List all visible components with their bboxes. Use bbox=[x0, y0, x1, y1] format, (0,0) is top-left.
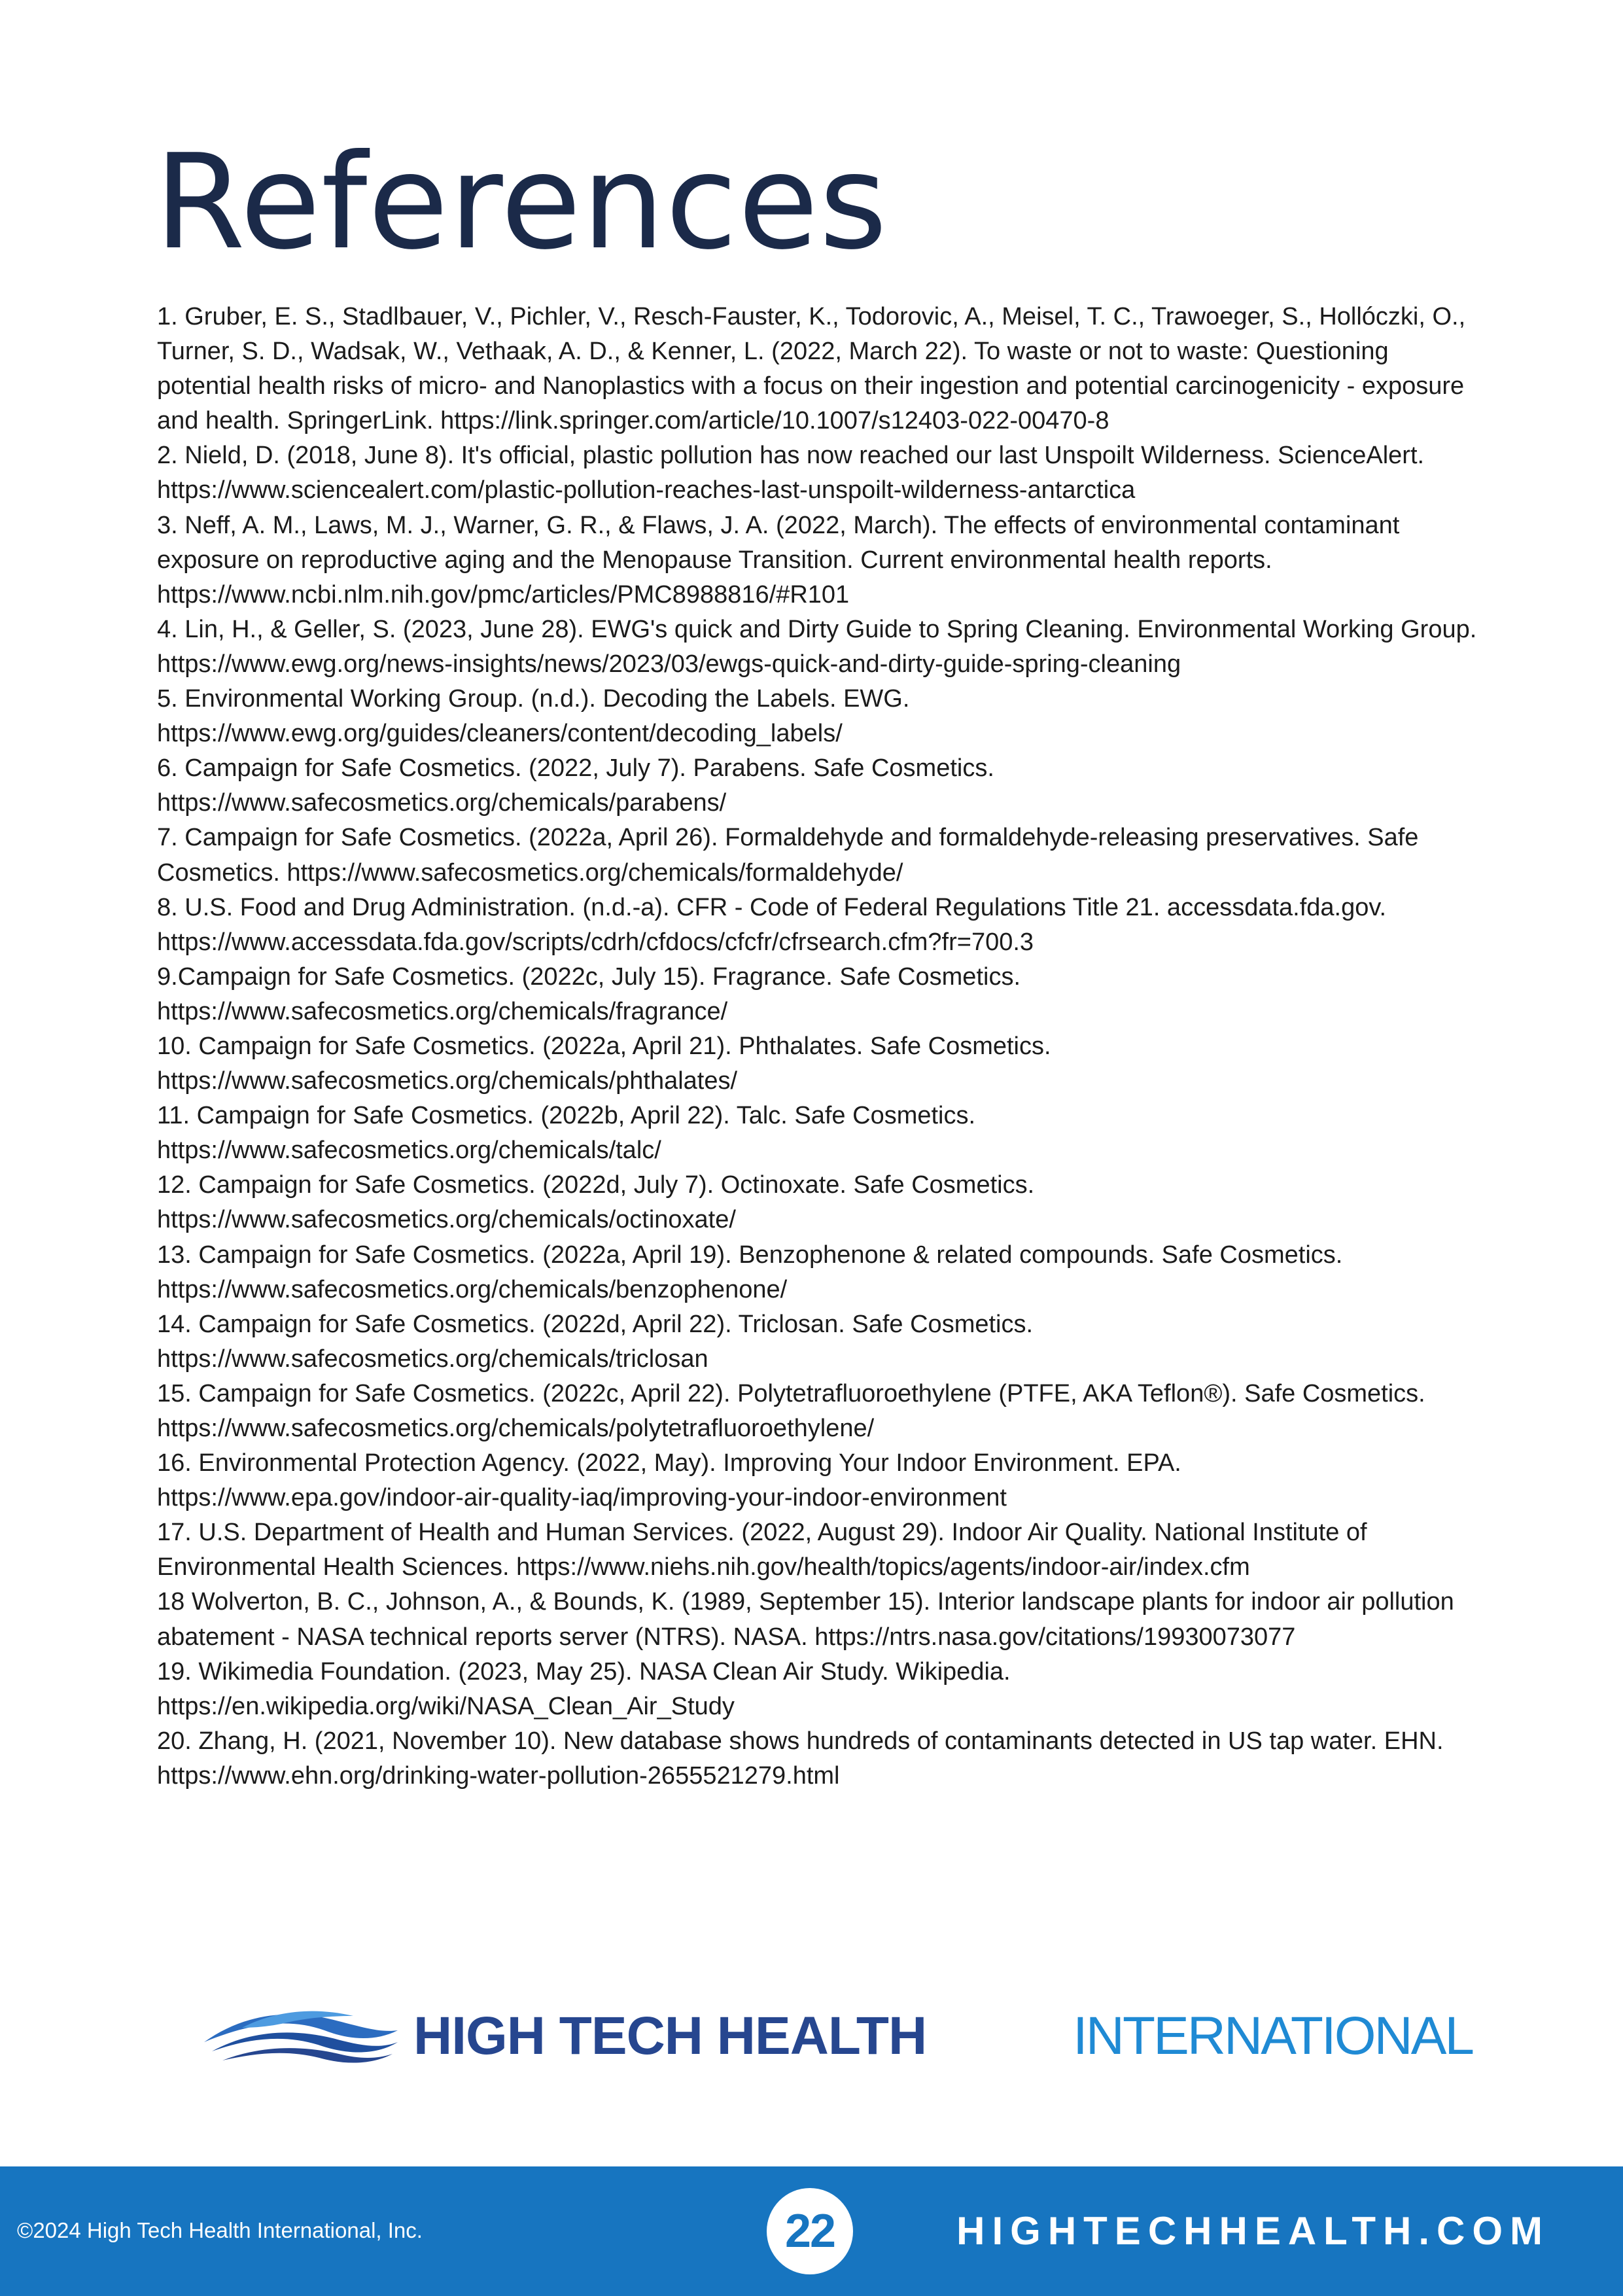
reference-item: 16. Environmental Protection Agency. (2022, May). Improving Your Indoor Environment. EPA. https://www.epa.gov/indoor-air-quality-iaq/improving-your-indoor-environment bbox=[157, 1449, 1181, 1512]
reference-item: 13. Campaign for Safe Cosmetics. (2022a, April 19). Benzophenone & related compounds. Safe Cosmetics. https://www.safecosmetics.org/chemicals/benzophenone/ bbox=[157, 1241, 1343, 1303]
reference-item: 12. Campaign for Safe Cosmetics. (2022d, July 7). Octinoxate. Safe Cosmetics. https://www.safecosmetics.org/chemicals/octinoxate/ bbox=[157, 1171, 1035, 1234]
reference-item: 5. Environmental Working Group. (n.d.). Decoding the Labels. EWG. https://www.ewg.org/guides/cleaners/content/decoding_labels/ bbox=[157, 685, 910, 748]
wave-logo-icon bbox=[203, 2002, 399, 2067]
reference-item: 15. Campaign for Safe Cosmetics. (2022c, April 22). Polytetrafluoroethylene (PTFE, AKA Teflon®). Safe Cosmetics. https://www.safecosmetics.org/chemicals/polytetrafluoroethylene/ bbox=[157, 1379, 1425, 1442]
reference-item: 20. Zhang, H. (2021, November 10). New database shows hundreds of contaminants detected in US tap water. EHN. https://www.ehn.org/drinking-water-pollution-2655521279.html bbox=[157, 1727, 1444, 1790]
reference-item: 6. Campaign for Safe Cosmetics. (2022, July 7). Parabens. Safe Cosmetics. https://www.safecosmetics.org/chemicals/parabens/ bbox=[157, 754, 994, 817]
logo-wordmark-main: HIGH TECH HEALTH bbox=[413, 2006, 927, 2066]
reference-item: 4. Lin, H., & Geller, S. (2023, June 28). EWG's quick and Dirty Guide to Spring Cleaning. Environmental Working Group. https://www.ewg.org/news-insights/news/2023/03/ewgs-quick-and-dirty-guide-spring-cleaning bbox=[157, 615, 1477, 678]
reference-item: 2. Nield, D. (2018, June 8). It's official, plastic pollution has now reached our last Unspoilt Wilderness. ScienceAlert. https://www.sciencealert.com/plastic-pollution-reaches-last-unspoilt-wilderness-antarctica bbox=[157, 442, 1425, 504]
reference-item: 9.Campaign for Safe Cosmetics. (2022c, July 15). Fragrance. Safe Cosmetics. https://www.safecosmetics.org/chemicals/fragrance/ bbox=[157, 963, 1021, 1025]
reference-item: 14. Campaign for Safe Cosmetics. (2022d, April 22). Triclosan. Safe Cosmetics. https://www.safecosmetics.org/chemicals/triclosan bbox=[157, 1310, 1034, 1373]
page-footer bbox=[0, 2166, 1623, 2296]
reference-item: 10. Campaign for Safe Cosmetics. (2022a, April 21). Phthalates. Safe Cosmetics. https://www.safecosmetics.org/chemicals/phthalates/ bbox=[157, 1032, 1051, 1095]
page-number-badge bbox=[767, 2188, 853, 2274]
company-logo bbox=[203, 1999, 1473, 2071]
logo-wordmark-sub: INTERNATIONAL bbox=[1073, 2006, 1473, 2066]
reference-item: 17. U.S. Department of Health and Human Services. (2022, August 29). Indoor Air Quality. National Institute of Environmental Health Sciences. https://www.niehs.nih.gov/health/topics/agents/indoor-air/index.cfm bbox=[157, 1519, 1367, 1581]
page-title: References bbox=[154, 126, 888, 279]
reference-item: 1. Gruber, E. S., Stadlbauer, V., Pichler, V., Resch-Fauster, K., Todorovic, A., Meisel, T. C., Trawoeger, S., Hollóczki, O., Turner, S. D., Wadsak, W., Vethaak, A. D., & Kenner, L. (2022, March 22). To waste or not to waste: Questioning potential health risks of micro- and Nanoplastics with a focus on their ingestion and potential carcinogenicity - exposure and health. SpringerLink. https://link.springer.com/article/10.1007/s12403-022-00470-8 bbox=[157, 303, 1466, 435]
reference-item: 3. Neff, A. M., Laws, M. J., Warner, G. R., & Flaws, J. A. (2022, March). The effects of environmental contaminant exposure on reproductive aging and the Menopause Transition. Current environmental health reports. https://www.ncbi.nlm.nih.gov/pmc/articles/PMC8988816/#R101 bbox=[157, 511, 1400, 609]
page-number: 22 bbox=[784, 2205, 835, 2257]
footer-website: HIGHTECHHEALTH.COM bbox=[956, 2209, 1550, 2253]
reference-item: 8. U.S. Food and Drug Administration. (n.d.-a). CFR - Code of Federal Regulations Title 21. accessdata.fda.gov. https://www.accessdata.fda.gov/scripts/cdrh/cfdocs/cfcfr/cfrsearch.cfm?fr=700.3 bbox=[157, 893, 1387, 956]
reference-item: 18 Wolverton, B. C., Johnson, A., & Bounds, K. (1989, September 15). Interior landscape plants for indoor air pollution abatement - NASA technical reports server (NTRS). NASA. https://ntrs.nasa.gov/citations/19930073077 bbox=[157, 1588, 1454, 1651]
footer-copyright: ©2024 High Tech Health International, Inc. bbox=[17, 2218, 423, 2242]
reference-item: 7. Campaign for Safe Cosmetics. (2022a, April 26). Formaldehyde and formaldehyde-releasing preservatives. Safe Cosmetics. https://www.safecosmetics.org/chemicals/formaldehyde/ bbox=[157, 824, 1419, 887]
reference-item: 19. Wikimedia Foundation. (2023, May 25). NASA Clean Air Study. Wikipedia. https://en.wikipedia.org/wiki/NASA_Clean_Air_Study bbox=[157, 1657, 1011, 1720]
reference-item: 11. Campaign for Safe Cosmetics. (2022b, April 22). Talc. Safe Cosmetics. https://www.safecosmetics.org/chemicals/talc/ bbox=[157, 1102, 976, 1165]
reference-list bbox=[157, 300, 1478, 1793]
